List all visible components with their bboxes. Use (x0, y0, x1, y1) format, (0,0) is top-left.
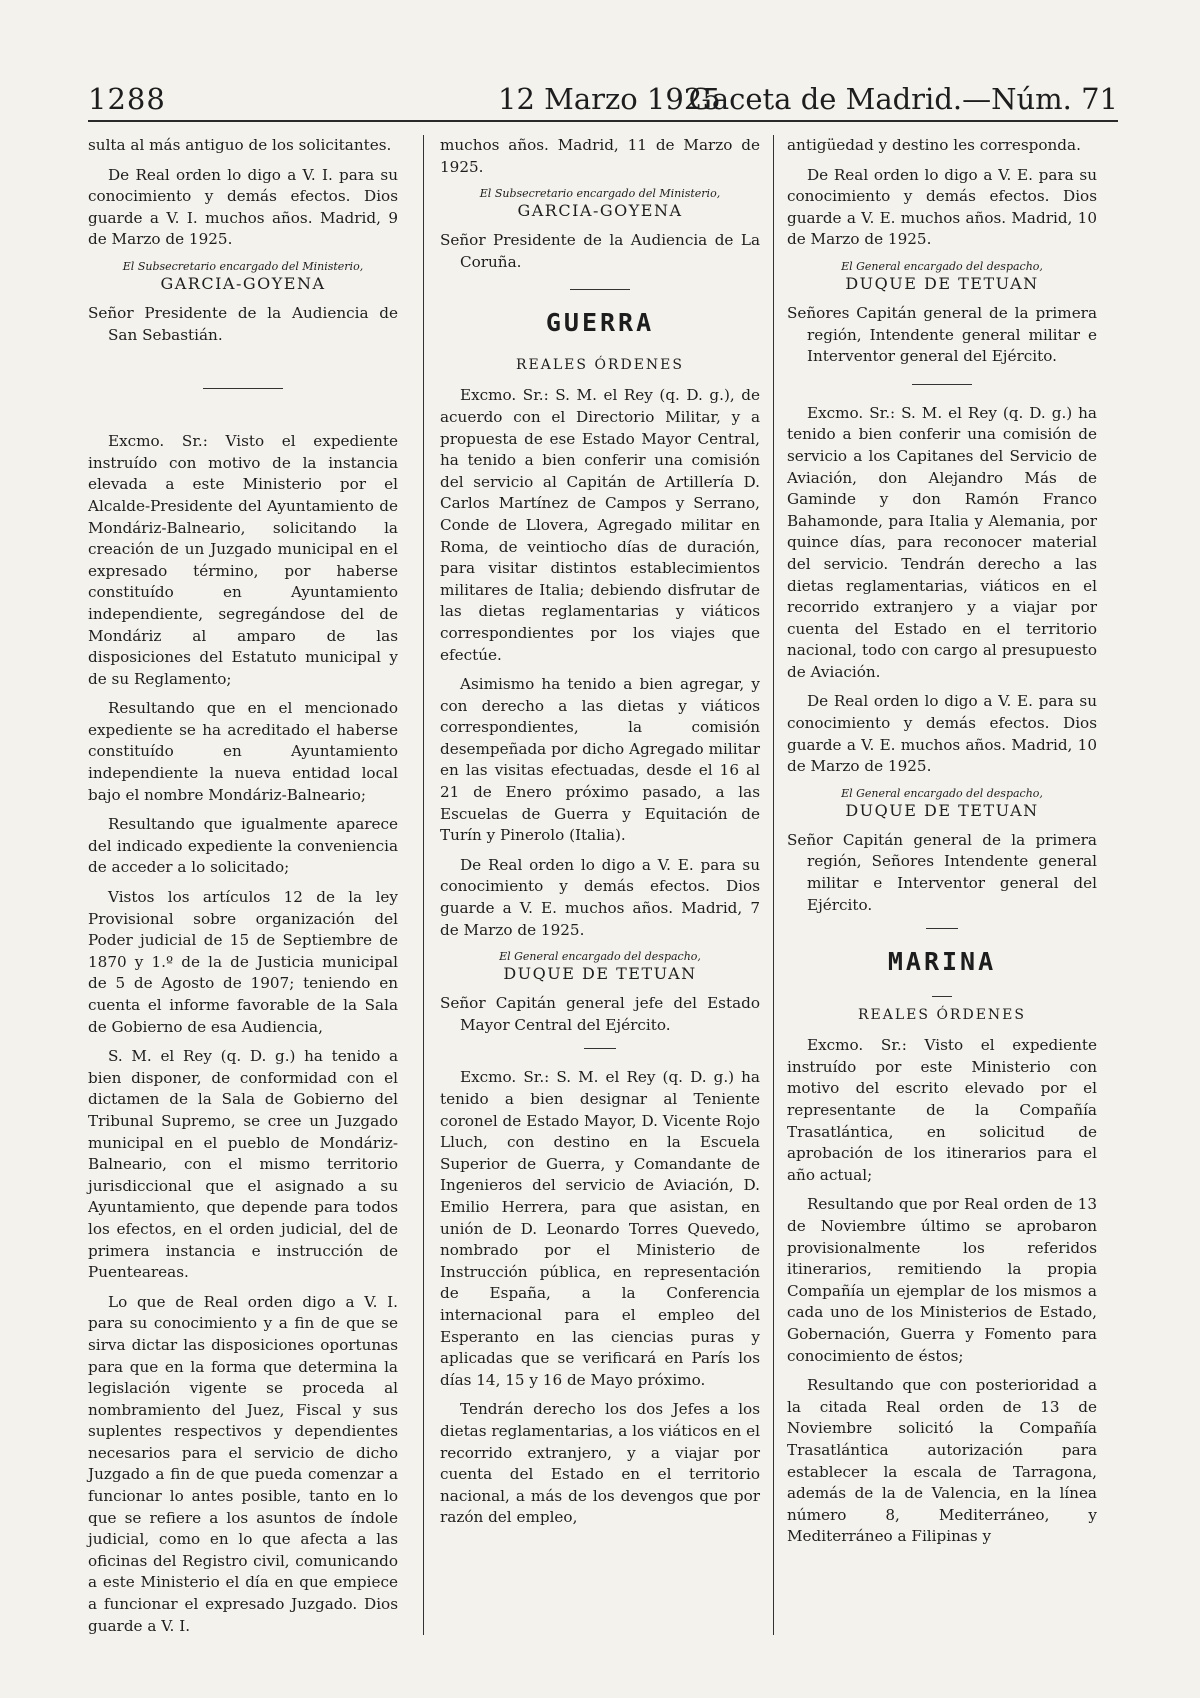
separator (570, 289, 630, 290)
issue-date: 12 Marzo 1925 (498, 82, 721, 116)
addressee: Señor Capitán general de la primera región, Señores Intendente general militar e Interventor general del Ejército. (787, 830, 1097, 914)
paragraph: Excmo. Sr.: S. M. el Rey (q. D. g.), de acuerdo con el Directorio Militar, y a propuesta de ese Estado Mayor Central, ha tenido a bien conferir una comisión del servicio al Capitán de Artillería D. Carlos Martínez de Campos y Serrano, Conde de Llovera, Agregado militar en Roma, de veintiocho días de duración, para visitar distintos establecimientos militares de Italia; debiendo disfrutar de las dietas reglamentarias y viáticos correspondientes por los viajes que efectúe. (440, 386, 760, 664)
column-1 (88, 135, 398, 1645)
column-divider (773, 135, 774, 1635)
paragraph: Resultando que en el mencionado expediente se ha acreditado el haberse constituído en Ayuntamiento independiente la nueva entidad local bajo el nombre Mondáriz-Balneario; (88, 699, 398, 804)
addressee: Señor Capitán general jefe del Estado Mayor Central del Ejército. (440, 994, 760, 1034)
paragraph: Excmo. Sr.: S. M. el Rey (q. D. g.) ha tenido a bien conferir una comisión de servicio a los Capitanes del Servicio de Aviación, don Alejandro Más de Gaminde y don Ramón Franco Bahamonde, para Italia y Alemania, por quince días, para reconocer material del servicio. Tendrán derecho a las dietas reglamentarias, viáticos en el recorrido extranjero y a viajar por cuenta del Estado en el territorio nacional, todo con cargo al presupuesto de Aviación. (787, 403, 1097, 681)
paragraph: De Real orden lo digo a V. E. para su conocimiento y demás efectos. Dios guarde a V. E. muchos años. Madrid, 10 de Marzo de 1925. (787, 165, 1097, 249)
paragraph: Excmo. Sr.: Visto el expediente instruído con motivo de la instancia elevada a este Ministerio por el Alcalde-Presidente del Ayuntamiento de Mondáriz-Balneario, solicitando la creación de un Juzgado municipal en el expresado término, por haberse constituído en Ayuntamiento independiente, segregándose del de Mondáriz al amparo de las disposiciones del Estatuto municipal y de su Reglamento; (88, 432, 398, 688)
column-divider (423, 135, 424, 1635)
signature-name: DUQUE DE TETUAN (845, 800, 1039, 820)
section-heading-guerra: GUERRA (545, 308, 655, 338)
signature-role: El Subsecretario encargado del Ministerio, (479, 187, 721, 201)
separator (203, 388, 283, 389)
paragraph: S. M. el Rey (q. D. g.) ha tenido a bien disponer, de conformidad con el dictamen de la Sala de Gobierno del Tribunal Supremo, se cree un Juzgado municipal en el pueblo de Mondáriz-Balneario, con el mismo territorio jurisdiccional que el asignado a su Ayuntamiento, que depende para todos los efectos, en el orden judicial, del de primera instancia e instrucción de Puenteareas. (88, 1047, 398, 1282)
paragraph: Vistos los artículos 12 de la ley Provisional sobre organización del Poder judicial de 15 de Septiembre de 1870 y 1.º de la de Justicia municipal de 5 de Agosto de 1907; teniendo en cuenta el informe favorable de la Sala de Gobierno de esa Audiencia, (88, 888, 398, 1036)
addressee: Señor Presidente de la Audiencia de San Sebastián. (88, 303, 398, 344)
addressee: Señores Capitán general de la primera región, Intendente general militar e Interventor general del Ejército. (787, 303, 1097, 366)
page-number: 1288 (88, 82, 166, 116)
paragraph: Asimismo ha tenido a bien agregar, y con derecho a las dietas y viáticos correspondientes, la comisión desempeñada por dicho Agregado militar en las visitas efectuadas, desde el 16 al 21 de Enero próximo pasado, a las Escuelas de Guerra y Equitación de Turín y Pinerolo (Italia). (440, 675, 760, 845)
continued-text: antigüedad y destino les corresponda. (787, 136, 1081, 154)
paragraph: Lo que de Real orden digo a V. I. para su conocimiento y a fin de que se sirva dictar las disposiciones oportunas para que en la forma que determina la legislación vigente se proceda al nombramiento del Juez, Fiscal y sus suplentes respectivos y dependientes necesarios para el servicio de dicho Juzgado a fin de que pueda comenzar a funcionar lo antes posible, tanto en lo que se refiere a los asuntos de índole judicial, como en lo que afecta a las oficinas del Registro civil, comunicando a este Ministerio el día en que empiece a funcionar el expresado Juzgado. Dios guarde a V. I. (88, 1292, 398, 1635)
signature-name: GARCIA-GOYENA (160, 273, 326, 293)
signature-role: El General encargado del despacho, (499, 950, 701, 964)
paragraph: Resultando que por Real orden de 13 de Noviembre último se aprobaron provisionalmente los referidos itinerarios, remitiendo la propia Compañía un ejemplar de los mismos a cada uno de los Ministerios de Estado, Gobernación, Guerra y Fomento para conocimiento de éstos; (787, 1195, 1097, 1365)
paragraph: De Real orden lo digo a V. E. para su conocimiento y demás efectos. Dios guarde a V. E. muchos años. Madrid, 10 de Marzo de 1925. (787, 692, 1097, 776)
paragraph: Resultando que igualmente aparece del indicado expediente la conveniencia de acceder a lo solicitado; (88, 815, 398, 877)
section-heading-marina: MARINA (887, 947, 997, 977)
paragraph: De Real orden lo digo a V. I. para su conocimiento y demás efectos. Dios guarde a V. I. muchos años. Madrid, 9 de Marzo de 1925. (88, 165, 398, 249)
signature-name: GARCIA-GOYENA (517, 201, 683, 221)
separator (912, 384, 972, 385)
header-rule (88, 120, 1118, 122)
continued-text: sulta al más antiguo de los solicitantes. (88, 136, 392, 154)
column-3 (787, 135, 1097, 1556)
signature-name: DUQUE DE TETUAN (503, 964, 697, 984)
signature-role: El Subsecretario encargado del Ministerio, (122, 259, 364, 273)
continued-text: muchos años. Madrid, 11 de Marzo de 1925. (440, 136, 760, 176)
gazette-title: Gaceta de Madrid.—Núm. 71 (688, 82, 1118, 116)
paragraph: Excmo. Sr.: Visto el expediente instruído por este Ministerio con motivo del escrito elevado por el representante de la Compañía Trasatlántica, en solicitud de aprobación de los itinerarios para el año actual; (787, 1036, 1097, 1184)
separator (932, 996, 952, 997)
separator (926, 928, 958, 929)
separator (584, 1048, 616, 1049)
addressee: Señor Presidente de la Audiencia de La Coruña. (440, 231, 760, 271)
paragraph: Excmo. Sr.: S. M. el Rey (q. D. g.) ha tenido a bien designar al Teniente coronel de Estado Mayor, D. Vicente Rojo Lluch, con destino en la Escuela Superior de Guerra, y Comandante de Ingenieros del servicio de Aviación, D. Emilio Herrera, para que asistan, en unión de D. Leonardo Torres Quevedo, nombrado por el Ministerio de Instrucción pública, en representación de España, a la Conferencia internacional para el empleo del Esperanto en las ciencias puras y aplicadas que se verificará en París los días 14, 15 y 16 de Mayo próximo. (440, 1068, 760, 1389)
page-header (88, 82, 1118, 122)
subsection-heading: REALES ÓRDENES (516, 357, 684, 374)
subsection-heading: REALES ÓRDENES (858, 1007, 1026, 1024)
signature-role: El General encargado del despacho, (841, 259, 1043, 273)
signature-role: El General encargado del despacho, (841, 786, 1043, 800)
signature-name: DUQUE DE TETUAN (845, 273, 1039, 293)
paragraph: Tendrán derecho los dos Jefes a los dietas reglamentarias, a los viáticos en el recorrido extranjero, y a viajar por cuenta del Estado en el territorio nacional, a más de los devengos que por razón del empleo, (440, 1400, 760, 1527)
paragraph: De Real orden lo digo a V. E. para su conocimiento y demás efectos. Dios guarde a V. E. muchos años. Madrid, 7 de Marzo de 1925. (440, 855, 760, 939)
paragraph: Resultando que con posterioridad a la citada Real orden de 13 de Noviembre solicitó la Compañía Trasatlántica autorización para establecer la escala de Tarragona, además de la de Valencia, en la línea número 8, Mediterráneo, y Mediterráneo a Filipinas y (787, 1376, 1097, 1546)
column-2 (440, 135, 760, 1537)
